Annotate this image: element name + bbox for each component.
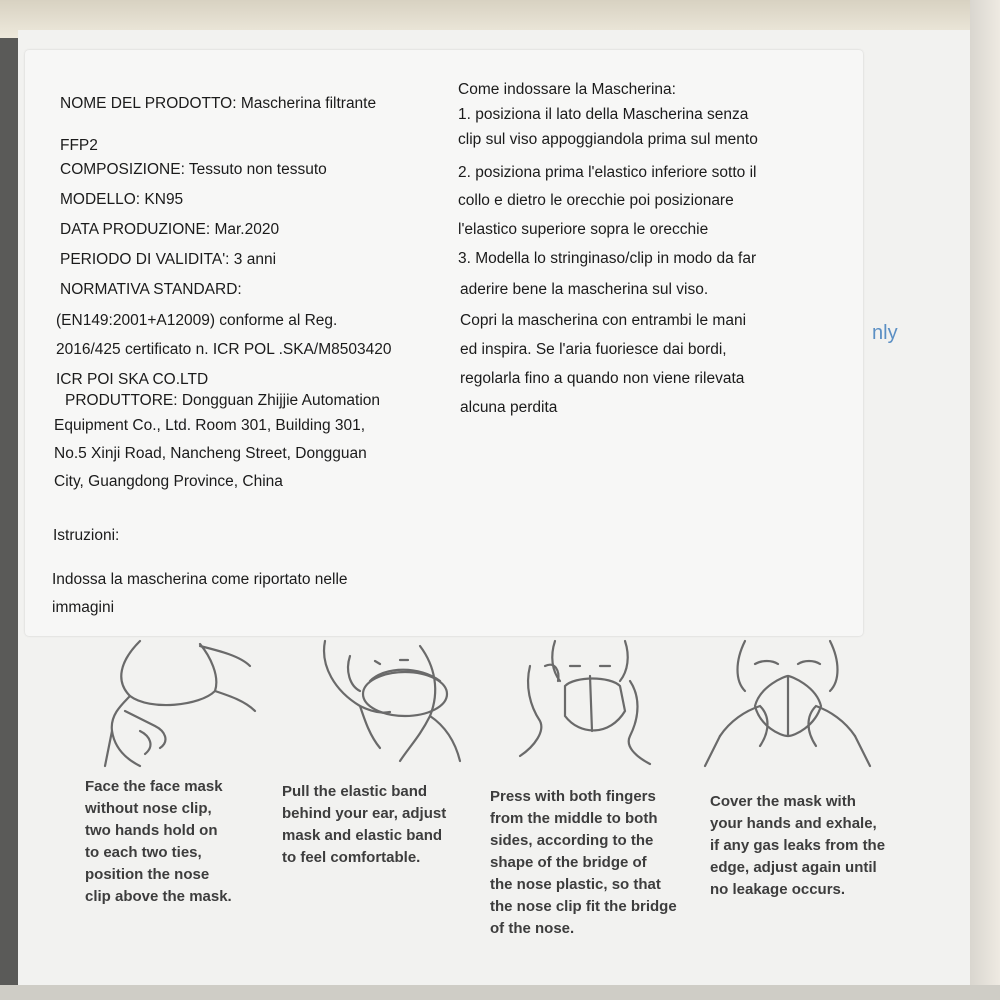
- step-4-caption: Cover the mask with your hands and exhale, if any gas leaks from the edge, adjust again until no leakage occurs.: [710, 793, 886, 898]
- label-left-line: DATA PRODUZIONE: Mar.2020: [60, 221, 280, 238]
- pressing-nose-clip-icon: [500, 636, 670, 771]
- covering-mask-icon: [700, 636, 875, 771]
- label-right-line: 1. posiziona il lato della Mascherina senza: [458, 106, 749, 123]
- label-right-line: regolarla fino a quando non viene rilevata: [460, 370, 745, 387]
- label-left-line: PERIODO DI VALIDITA': 3 anni: [60, 251, 277, 268]
- label-left-line: FFP2: [60, 137, 98, 154]
- label-left-line: COMPOSIZIONE: Tessuto non tessuto: [60, 161, 327, 178]
- box-edge-text: nly: [872, 322, 898, 344]
- label-left-line: NOME DEL PRODOTTO: Mascherina filtrante: [60, 95, 377, 112]
- label-left-line: MODELLO: KN95: [60, 191, 184, 208]
- step-2-caption: Pull the elastic band behind your ear, adjust mask and elastic band to feel comfortable.: [282, 783, 447, 866]
- label-right-line: collo e dietro le orecchie poi posizionare: [458, 192, 734, 209]
- label-left-line: 2016/425 certificato n. ICR POL .SKA/M8503420: [56, 341, 392, 358]
- label-left-line: No.5 Xinji Road, Nancheng Street, Dongguan: [54, 445, 367, 462]
- label-left-line: (EN149:2001+A12009) conforme al Reg.: [56, 312, 338, 329]
- label-left-line: City, Guangdong Province, China: [54, 473, 283, 490]
- label-right-line: aderire bene la mascherina sul viso.: [460, 281, 709, 298]
- instruction-steps: [0, 636, 1000, 996]
- step-3-caption: Press with both fingers from the middle to both sides, according to the shape of the bridge of the nose plastic, so that the nose clip fit the bridge of the nose.: [490, 788, 677, 937]
- hands-holding-mask-icon: [100, 636, 260, 771]
- label-right-line: alcuna perdita: [460, 399, 558, 416]
- label-right-line: 2. posiziona prima l'elastico inferiore sotto il: [458, 164, 757, 181]
- label-left-line: immagini: [52, 599, 115, 616]
- label-right-line: clip sul viso appoggiandola prima sul mento: [458, 131, 758, 148]
- label-right-line: 3. Modella lo stringinaso/clip in modo da far: [458, 250, 757, 267]
- label-left-line: Indossa la mascherina come riportato nelle: [52, 571, 348, 588]
- label-left-line: Istruzioni:: [53, 527, 120, 544]
- label-right-line: Copri la mascherina con entrambi le mani: [460, 312, 747, 329]
- label-right-line: l'elastico superiore sopra le orecchie: [458, 221, 709, 238]
- pulling-elastic-band-icon: [300, 636, 470, 771]
- label-left-line: PRODUTTORE: Dongguan Zhijjie Automation: [65, 392, 381, 409]
- label-right-line: ed inspira. Se l'aria fuoriesce dai bordi,: [460, 341, 727, 358]
- label-left-line: NORMATIVA STANDARD:: [60, 281, 242, 298]
- label-left-line: ICR POI SKA CO.LTD: [56, 371, 209, 388]
- label-right-line: Come indossare la Mascherina:: [458, 81, 676, 98]
- label-left-line: Equipment Co., Ltd. Room 301, Building 301,: [54, 417, 366, 434]
- step-1-caption: Face the face mask without nose clip, two hands hold on to each two ties, position the nose clip above the mask.: [85, 778, 232, 905]
